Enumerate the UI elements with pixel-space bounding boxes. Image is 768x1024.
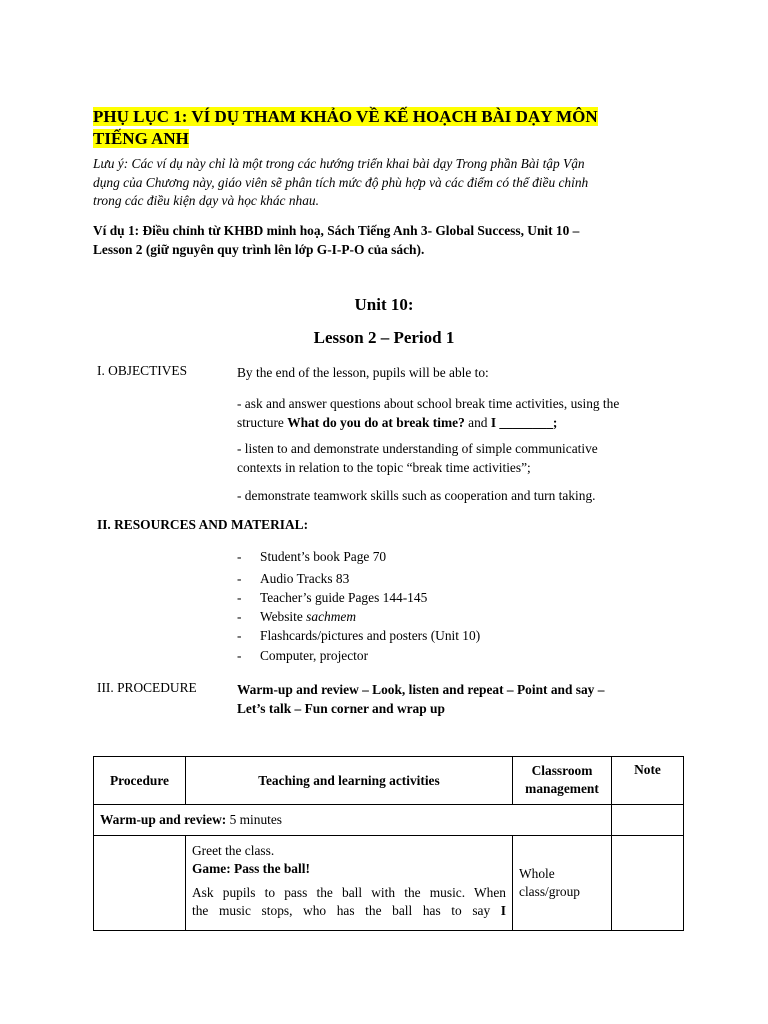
- resource-item: [237, 628, 480, 647]
- activity-desc-text: the music stops, who has the ball has to say: [192, 903, 501, 918]
- section-duration: 5 minutes: [226, 812, 283, 827]
- resource-text: Flashcards/pictures and posters (Unit 10): [260, 628, 481, 643]
- header-note: Note: [612, 757, 684, 805]
- note-paragraph: [93, 155, 683, 211]
- website-name: sachmem: [306, 609, 356, 624]
- objectives-label: I. OBJECTIVES: [97, 363, 188, 378]
- procedure-label: III. PROCEDURE: [97, 680, 197, 695]
- resource-item: [237, 590, 427, 609]
- note-line-3: trong các điều kiện dạy và học khác nhau.: [93, 193, 319, 208]
- activity-game: Game: Pass the ball!: [192, 861, 310, 876]
- procedure-table: [93, 756, 684, 931]
- resource-item: [237, 648, 368, 667]
- section-note-cell: [612, 805, 684, 836]
- management-line-1: Whole: [519, 866, 555, 881]
- objective-1-question: What do you do at break time?: [287, 415, 465, 430]
- activity-greet: Greet the class.: [192, 843, 275, 858]
- objective-2-line-1: - listen to and demonstrate understanding of simple communicative: [237, 441, 598, 456]
- procedure-line-1: Warm-up and review – Look, listen and repeat – Point and say –: [237, 682, 605, 697]
- objective-1-structure-label: structure: [237, 415, 288, 430]
- section-warm-up: [94, 805, 612, 836]
- bullet-dash: -: [237, 648, 242, 663]
- resource-text: Audio Tracks 83: [260, 571, 350, 586]
- activity-desc-line-2: [192, 902, 506, 920]
- activity-desc-line-1: Ask pupils to pass the ball with the music. When: [192, 885, 506, 900]
- resource-text: Teacher’s guide Pages 144-145: [260, 590, 428, 605]
- resource-item: [237, 609, 356, 628]
- bullet-dash: -: [237, 590, 242, 605]
- resources-label: II. RESOURCES AND MATERIAL:: [97, 517, 309, 532]
- objective-1-answer: I ________;: [490, 415, 558, 430]
- resource-text: Student’s book Page 70: [260, 549, 387, 564]
- activity-desc-bold: I: [500, 903, 506, 918]
- unit-title: Unit 10:: [354, 295, 414, 314]
- example-paragraph: [93, 221, 683, 259]
- row-activities-cell: [186, 836, 513, 931]
- resource-text: Website: [260, 609, 307, 624]
- row-procedure-cell: [94, 836, 186, 931]
- resource-text: Computer, projector: [260, 648, 369, 663]
- objective-1-line-2: [237, 413, 687, 432]
- note-line-2: dụng của Chương này, giáo viên sẽ phân tích mức độ phù hợp và các điểm có thể điều chỉnh: [93, 174, 589, 190]
- table-row: [94, 836, 684, 931]
- bullet-dash: -: [237, 628, 242, 643]
- example-line-2: Lesson 2 (giữ nguyên quy trình lên lớp G-I-P-O của sách).: [93, 242, 425, 257]
- row-note-cell: [612, 836, 684, 931]
- header-procedure: Procedure: [94, 757, 186, 805]
- table-header-row: [94, 757, 684, 805]
- resource-item: [237, 549, 386, 568]
- header-management: [513, 757, 612, 805]
- header-management-line-2: management: [525, 781, 599, 796]
- table-section-row: [94, 805, 684, 836]
- management-line-2: class/group: [519, 884, 580, 899]
- objectives-intro: By the end of the lesson, pupils will be able to:: [237, 365, 489, 380]
- bullet-dash: -: [237, 609, 242, 624]
- lesson-title: Lesson 2 – Period 1: [313, 328, 455, 347]
- heading-line-2: TIẾNG ANH: [93, 129, 189, 148]
- objective-item-1: [237, 394, 687, 432]
- bullet-dash: -: [237, 571, 242, 586]
- procedure-summary: [237, 680, 687, 718]
- objective-1-and: and: [464, 415, 491, 430]
- resource-item: [237, 571, 349, 590]
- objective-item-2: [237, 439, 687, 477]
- example-line-1: Ví dụ 1: Điều chỉnh từ KHBD minh hoạ, Sách Tiếng Anh 3- Global Success, Unit 10 –: [93, 223, 580, 238]
- objective-item-3: - demonstrate teamwork skills such as cooperation and turn taking.: [237, 488, 596, 503]
- appendix-heading: [93, 106, 653, 150]
- objective-1-line-1: - ask and answer questions about school break time activities, using the: [237, 396, 620, 411]
- note-line-1: Lưu ý: Các ví dụ này chỉ là một trong các hướng triển khai bài dạy Trong phần Bài tập Vận: [93, 156, 585, 171]
- objective-2-line-2: contexts in relation to the topic “break time activities”;: [237, 460, 531, 475]
- bullet-dash: -: [237, 549, 242, 564]
- section-label: Warm-up and review:: [100, 812, 227, 827]
- header-activities: Teaching and learning activities: [186, 757, 513, 805]
- row-management-cell: [513, 836, 612, 931]
- heading-line-1: PHỤ LỤC 1: VÍ DỤ THAM KHẢO VỀ KẾ HOẠCH BÀI DẠY MÔN: [93, 107, 598, 126]
- header-management-line-1: Classroom: [531, 763, 593, 778]
- procedure-line-2: Let’s talk – Fun corner and wrap up: [237, 701, 445, 716]
